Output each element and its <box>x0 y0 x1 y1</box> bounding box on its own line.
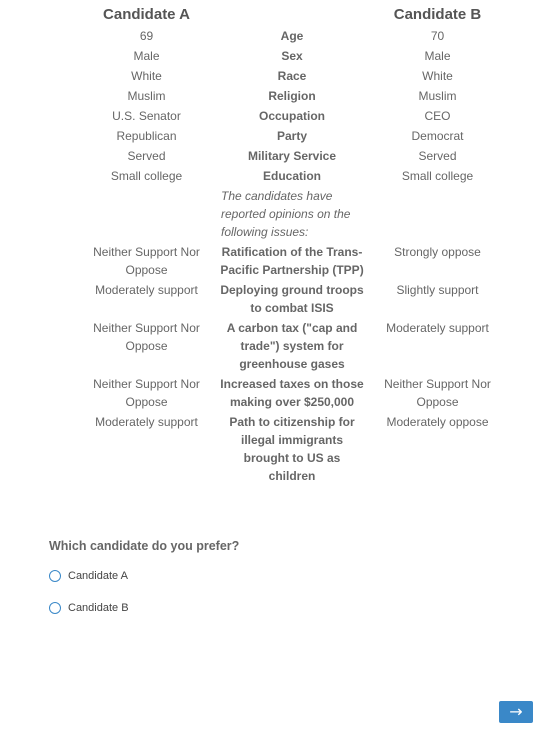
candidate-b-opinion: Strongly oppose <box>394 245 481 259</box>
issue-label: A carbon tax ("cap and trade") system for greenhouse gases <box>226 321 358 371</box>
attribute-label: Education <box>262 169 321 183</box>
candidate-a-opinion: Moderately support <box>95 415 198 429</box>
issue-row <box>74 318 510 374</box>
preference-question: Which candidate do you prefer? <box>49 539 240 553</box>
candidate-a-value: Served <box>127 149 166 163</box>
candidate-b-opinion: Moderately support <box>386 321 489 335</box>
attribute-label: Religion <box>268 89 316 103</box>
attribute-row <box>74 66 510 86</box>
issues-intro: The candidates have reported opinions on the following issues: <box>221 189 351 239</box>
issue-row <box>74 412 510 486</box>
candidate-b-value: CEO <box>424 109 451 123</box>
attribute-label: Race <box>277 69 307 83</box>
candidate-b-value: 70 <box>430 29 445 43</box>
candidate-a-opinion: Neither Support Nor Oppose <box>93 377 200 409</box>
candidate-a-opinion: Neither Support Nor Oppose <box>93 321 200 353</box>
attribute-row <box>74 166 510 186</box>
attribute-label: Military Service <box>247 149 337 163</box>
candidate-b-value: Democrat <box>411 129 464 143</box>
option-label[interactable]: Candidate B <box>68 602 129 614</box>
candidate-a-value: Small college <box>110 169 183 183</box>
candidate-b-value: Served <box>418 149 457 163</box>
next-button[interactable]: → <box>499 701 533 723</box>
attribute-label: Party <box>276 129 308 143</box>
candidate-b-heading: Candidate B <box>393 5 482 23</box>
attribute-label: Age <box>280 29 304 43</box>
candidate-a-heading: Candidate A <box>103 5 190 23</box>
comparison-table <box>74 2 510 486</box>
attribute-row <box>74 86 510 106</box>
option-label[interactable]: Candidate A <box>68 570 128 582</box>
candidate-b-value: Small college <box>401 169 474 183</box>
attribute-row <box>74 106 510 126</box>
candidate-b-opinion: Moderately oppose <box>386 415 489 429</box>
issue-label: Increased taxes on those making over $250,000 <box>220 377 364 409</box>
option-candidate-a[interactable] <box>49 570 128 582</box>
candidate-b-opinion: Neither Support Nor Oppose <box>384 377 491 409</box>
candidate-a-value: U.S. Senator <box>112 109 181 123</box>
issue-row <box>74 242 510 280</box>
issues-intro-row <box>74 186 510 242</box>
attribute-label: Occupation <box>258 109 325 123</box>
issue-label: Deploying ground troops to combat ISIS <box>220 283 364 315</box>
candidate-b-value: Muslim <box>418 89 457 103</box>
issue-label: Ratification of the Trans-Pacific Partnership (TPP) <box>220 245 364 277</box>
candidate-a-value: White <box>131 69 162 83</box>
attribute-row <box>74 26 510 46</box>
issue-row <box>74 280 510 318</box>
issue-row <box>74 374 510 412</box>
option-candidate-b[interactable] <box>49 602 129 614</box>
candidate-a-value: Muslim <box>127 89 166 103</box>
candidate-b-opinion: Slightly support <box>396 283 479 297</box>
candidate-b-value: Male <box>424 49 451 63</box>
attribute-label: Sex <box>281 49 303 63</box>
attribute-row <box>74 126 510 146</box>
attribute-row <box>74 146 510 166</box>
candidate-a-value: 69 <box>139 29 154 43</box>
issue-label: Path to citizenship for illegal immigrants brought to US as children <box>229 415 355 483</box>
candidate-a-opinion: Moderately support <box>95 283 198 297</box>
candidate-b-value: White <box>422 69 453 83</box>
table-header <box>74 2 510 26</box>
radio-circle-icon[interactable] <box>49 602 61 614</box>
attribute-row <box>74 46 510 66</box>
candidate-a-value: Republican <box>116 129 177 143</box>
radio-circle-icon[interactable] <box>49 570 61 582</box>
candidate-a-opinion: Neither Support Nor Oppose <box>93 245 200 277</box>
candidate-a-value: Male <box>133 49 160 63</box>
